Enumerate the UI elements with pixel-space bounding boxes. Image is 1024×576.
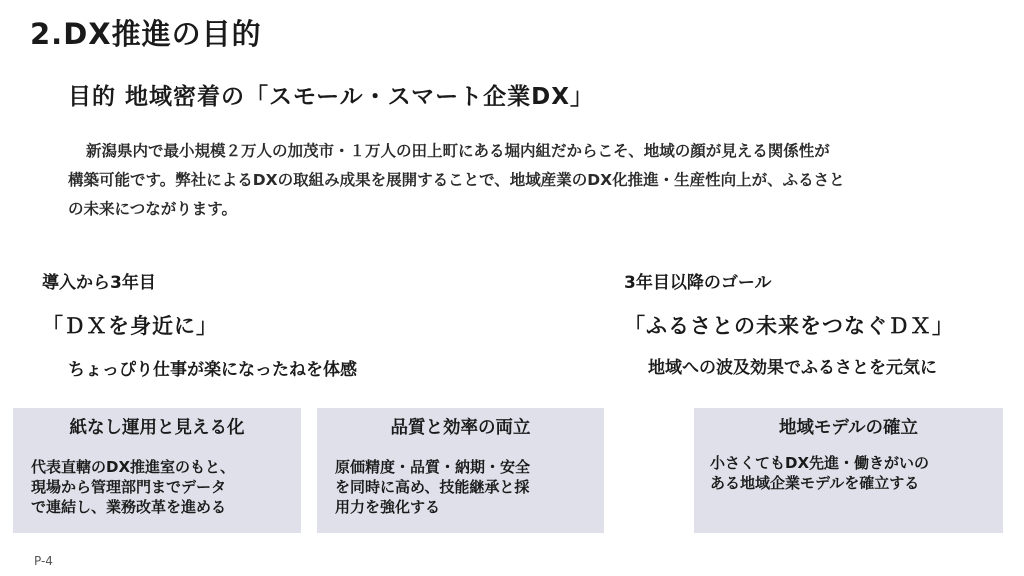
purpose-description [68,137,1012,224]
goal-box-quality [317,408,604,533]
goal-box-line: 用力を強化する [335,498,441,516]
goal-box-line: で連結し、業務改革を進める [31,498,227,516]
goal-box-title: 品質と効率の両立 [390,418,531,438]
goal-box-line: 代表直轄のDX推進室のもと、 [31,458,236,476]
description-line: の未来につながります。 [68,200,237,218]
description-line: 新潟県内で最小規模２万人の加茂市・１万人の田上町にある堀内組だからこそ、地域の顔が見える関係性が [86,142,830,160]
goal-box-line: 原価精度・品質・納期・安全 [335,458,531,476]
goal-box-line: を同時に高め、技能継承と採 [335,478,530,496]
goal-box-text [694,453,1003,493]
goal-box-line: ある地域企業モデルを確立する [710,474,920,492]
goal-box-line: 現場から管理部門までデータ [31,478,227,496]
page-title: 2.DX推進の目的 [30,17,262,51]
purpose-heading: 目的 地域密着の「スモール・スマート企業DX」 [68,84,594,110]
goal-box-paperless [13,408,301,533]
phase2-subtext: 地域への波及効果でふるさとを元気に [648,358,937,378]
goal-box-text [317,457,604,517]
phase1-subtext: ちょっぴり仕事が楽になったねを体感 [68,360,357,380]
goal-box-line: 小さくてもDX先進・働きがいの [710,454,930,472]
phase2-slogan: 「ふるさとの未来をつなぐＤＸ」 [624,314,954,338]
goal-box-title: 紙なし運用と見える化 [69,418,245,438]
phase1-slogan: 「ＤＸを身近に」 [42,314,218,338]
goal-box-text [13,457,301,517]
goal-box-title: 地域モデルの確立 [778,418,919,438]
goal-box-regional-model [694,408,1003,533]
phase2-label: 3年目以降のゴール [624,273,772,293]
page-number: P-4 [34,554,53,568]
description-line: 構築可能です。弊社によるDXの取組み成果を展開することで、地域産業のDX化推進・生産性向上が、ふるさと [68,171,845,189]
phase1-label: 導入から3年目 [42,273,156,293]
